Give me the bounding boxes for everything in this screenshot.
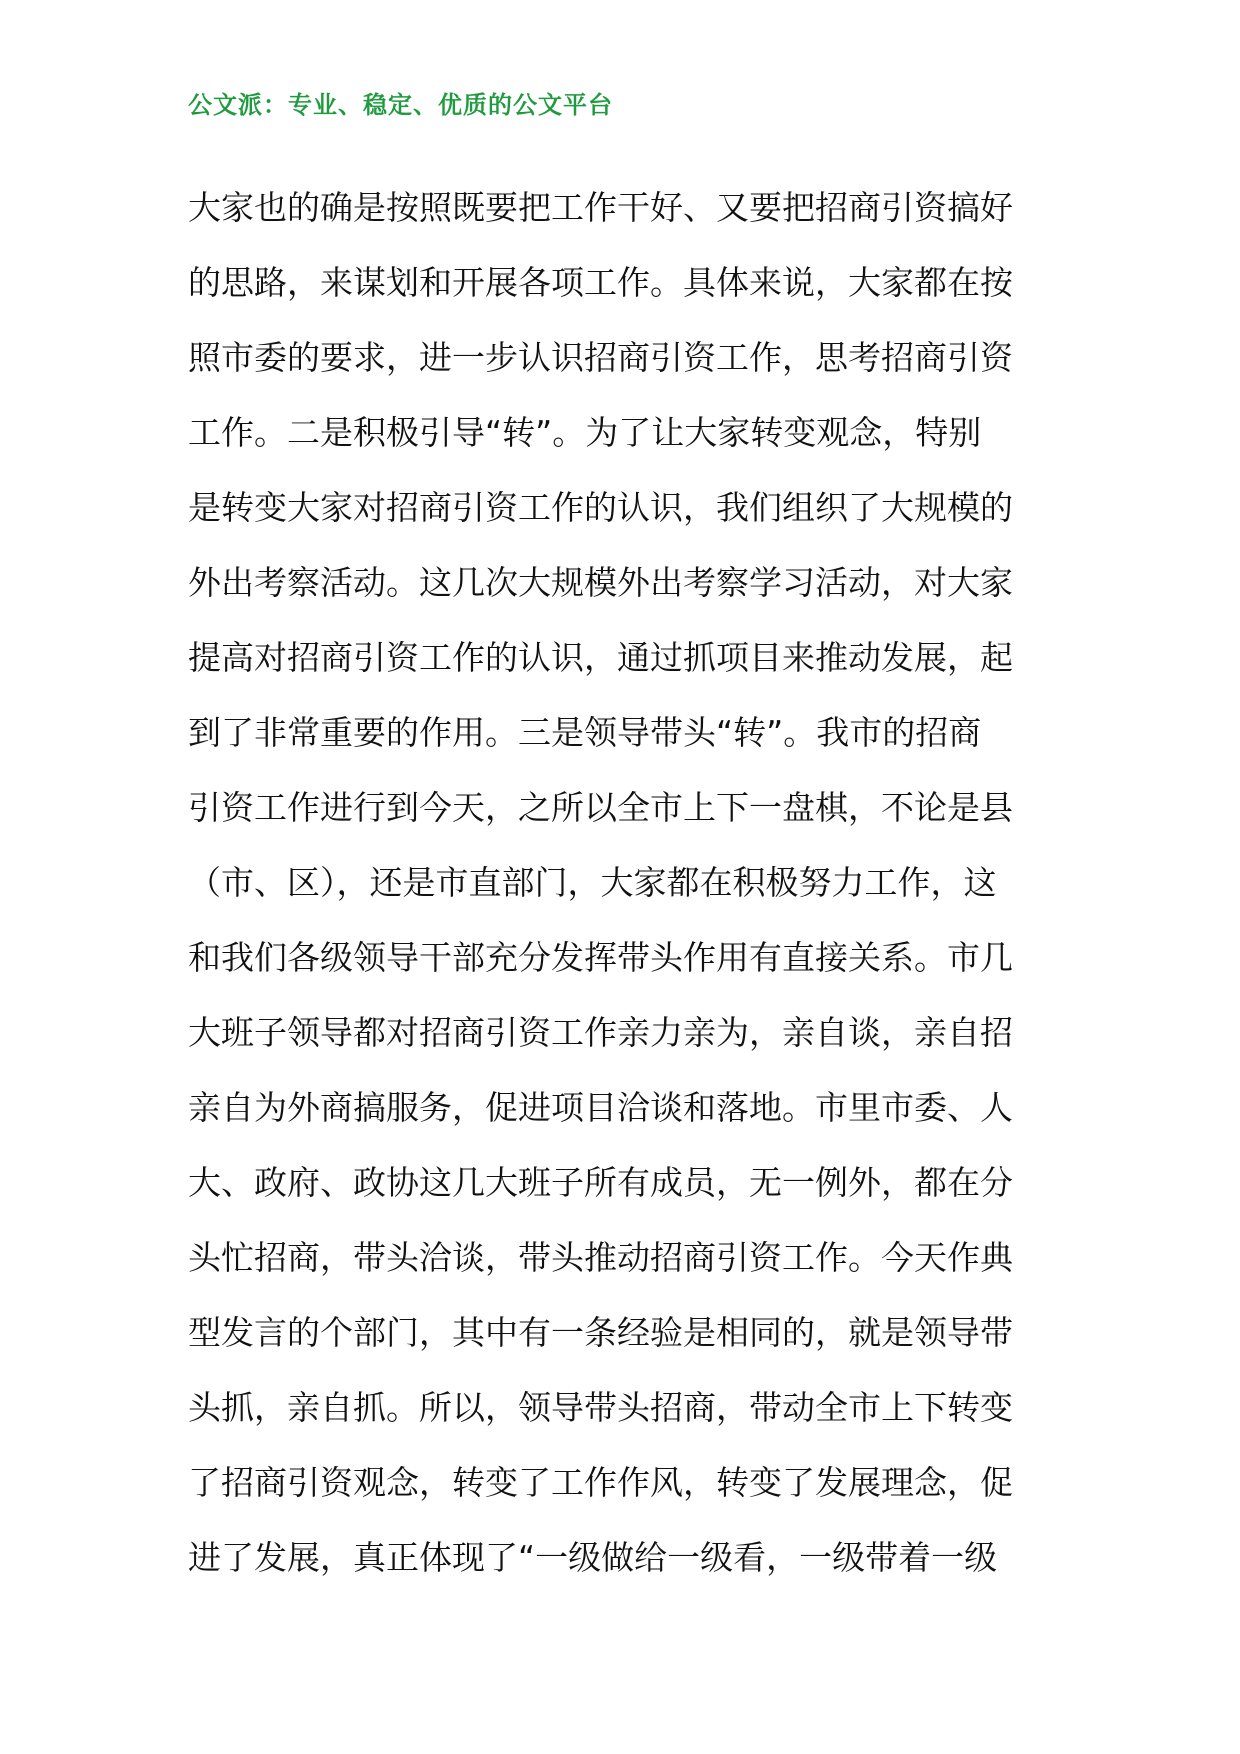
text-line: （市、区），还是市直部门，大家都在积极努力工作，这 — [188, 863, 997, 902]
text-line: 了招商引资观念，转变了工作作风，转变了发展理念，促 — [188, 1463, 1013, 1502]
text-line: 亲自为外商搞服务，促进项目洽谈和落地。市里市委、人 — [188, 1088, 1013, 1127]
text-line: 照市委的要求，进一步认识招商引资工作，思考招商引资 — [188, 338, 1013, 377]
text-line: 型发言的个部门，其中有一条经验是相同的，就是领导带 — [188, 1313, 1013, 1352]
text-line: 外出考察活动。这几次大规模外出考察学习活动，对大家 — [188, 563, 1013, 602]
text-line: 工作。二是积极引导“转”。为了让大家转变观念，特别 — [188, 413, 982, 452]
body-paragraph — [188, 170, 1068, 1595]
text-line: 是转变大家对招商引资工作的认识，我们组织了大规模的 — [188, 488, 1013, 527]
text-line: 提高对招商引资工作的认识，通过抓项目来推动发展，起 — [188, 638, 1013, 677]
text-line: 到了非常重要的作用。三是领导带头“转”。我市的招商 — [188, 713, 982, 752]
text-line: 进了发展，真正体现了“一级做给一级看，一级带着一级 — [188, 1538, 998, 1577]
text-line: 引资工作进行到今天，之所以全市上下一盘棋，不论是县 — [188, 788, 1013, 827]
text-line: 和我们各级领导干部充分发挥带头作用有直接关系。市几 — [188, 938, 1013, 977]
text-line: 的思路，来谋划和开展各项工作。具体来说，大家都在按 — [188, 263, 1013, 302]
page-header: 公文派：专业、稳定、优质的公文平台 — [188, 91, 613, 119]
text-line: 头抓，亲自抓。所以，领导带头招商，带动全市上下转变 — [188, 1388, 1013, 1427]
text-line: 大、政府、政协这几大班子所有成员，无一例外，都在分 — [188, 1163, 1013, 1202]
text-line: 大班子领导都对招商引资工作亲力亲为，亲自谈，亲自招 — [188, 1013, 1013, 1052]
text-line: 头忙招商，带头洽谈，带头推动招商引资工作。今天作典 — [188, 1238, 1013, 1277]
text-line: 大家也的确是按照既要把工作干好、又要把招商引资搞好 — [188, 188, 1013, 227]
